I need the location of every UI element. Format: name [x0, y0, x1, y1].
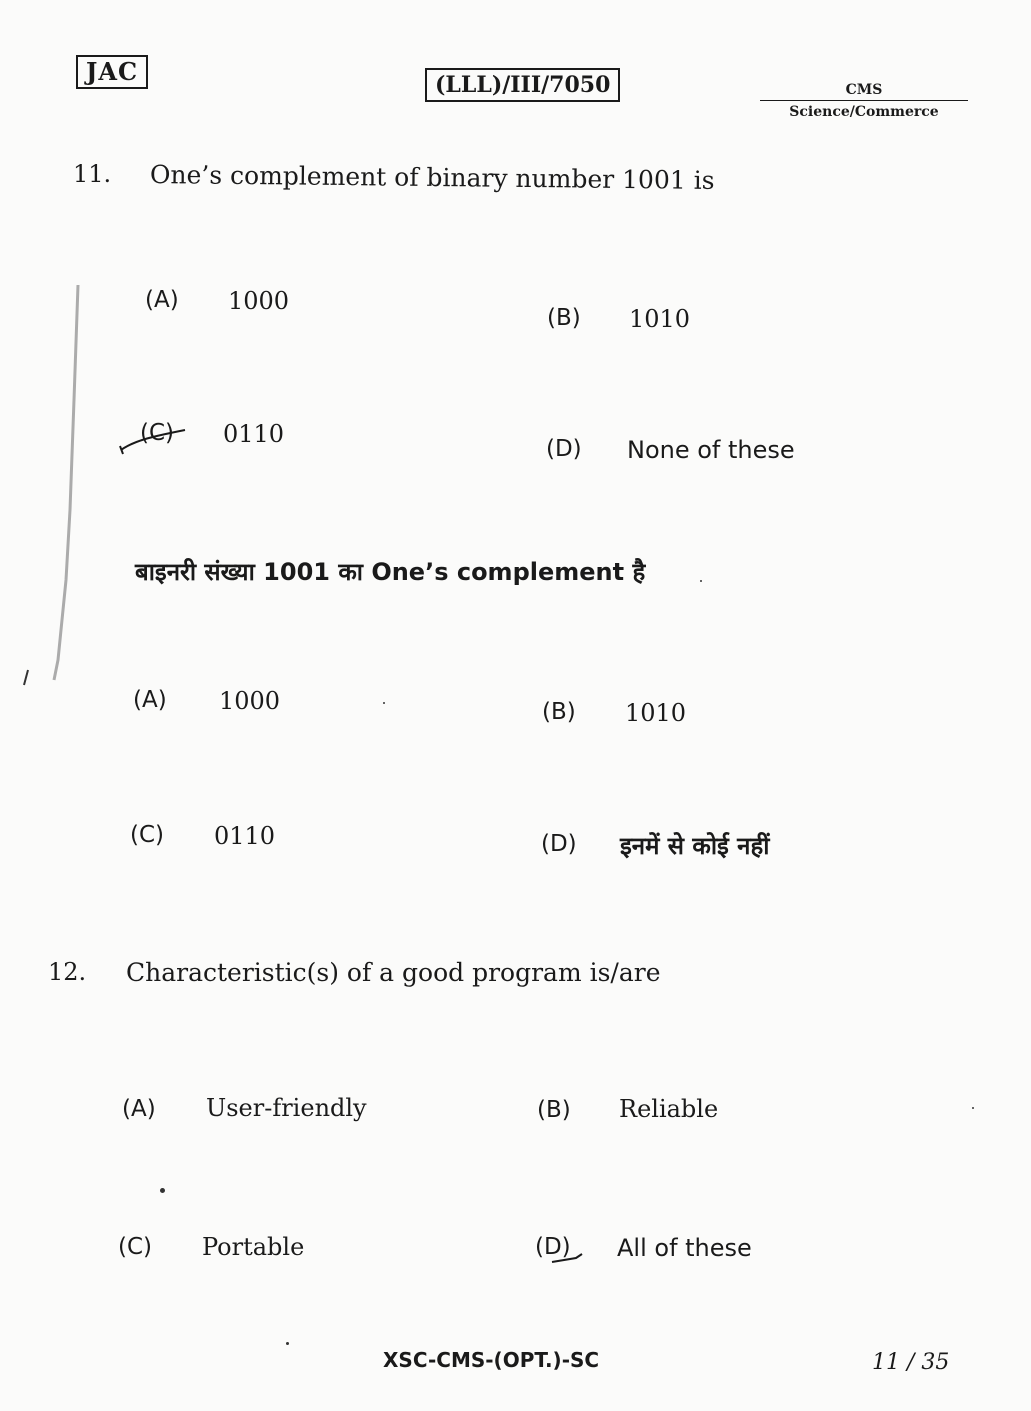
q11-hi-option-a-letter: (A) — [133, 687, 167, 713]
footer-paper-code: XSC-CMS-(OPT.)-SC — [383, 1348, 600, 1372]
scan-speck — [286, 1342, 289, 1345]
q11-hi-option-b-letter: (B) — [542, 699, 576, 725]
question-12-text-en: Characteristic(s) of a good program is/are — [126, 958, 661, 987]
q11-hi-option-d-text: इनमें से कोई नहीं — [620, 832, 770, 860]
question-11-number: 11. — [73, 160, 112, 188]
board-label: JAC — [76, 55, 148, 89]
q11-en-option-b-text: 1010 — [629, 305, 691, 333]
page-number: 11 / 35 — [872, 1350, 950, 1375]
answer-tick-icon — [548, 1236, 588, 1272]
scan-speck — [972, 1107, 974, 1109]
q11-en-option-a-letter: (A) — [145, 287, 179, 313]
question-11-text-hi: बाइनरी संख्या 1001 का One’s complement है — [135, 558, 646, 586]
q11-en-option-c-letter: (C) — [140, 420, 175, 446]
scan-speck — [383, 702, 385, 704]
q12-option-b-letter: (B) — [537, 1097, 571, 1123]
q11-en-option-b-letter: (B) — [547, 305, 581, 331]
q11-en-option-d-letter: (D) — [546, 436, 582, 462]
stream-label: Science/Commerce — [789, 104, 939, 120]
q12-option-a-text: User-friendly — [206, 1094, 367, 1122]
q11-hi-option-d-letter: (D) — [541, 831, 577, 857]
q12-option-d-text: All of these — [617, 1234, 752, 1262]
answer-mark-icon — [115, 418, 190, 458]
q11-hi-option-c-letter: (C) — [130, 822, 165, 848]
q11-hi-option-c-text: 0110 — [214, 822, 276, 850]
q12-option-c-letter: (C) — [118, 1234, 153, 1260]
question-11-text-en: One’s complement of binary number 1001 is — [149, 160, 715, 195]
scan-speck — [700, 580, 702, 582]
scan-speck — [160, 1188, 165, 1193]
question-12-number: 12. — [48, 958, 87, 986]
q12-option-b-text: Reliable — [619, 1095, 719, 1123]
q11-en-option-a-text: 1000 — [228, 287, 290, 315]
q11-en-option-c-text: 0110 — [223, 420, 285, 448]
q12-option-d-letter: (D) — [535, 1234, 571, 1260]
scan-margin-mark — [18, 280, 88, 700]
paper-code: (LLL)/III/7050 — [425, 68, 620, 102]
subject-code: CMS — [760, 80, 968, 101]
q11-hi-option-b-text: 1010 — [625, 699, 687, 727]
q12-option-a-letter: (A) — [122, 1096, 156, 1122]
q11-en-option-d-text: None of these — [627, 436, 795, 464]
q11-hi-option-a-text: 1000 — [219, 687, 281, 715]
q12-option-c-text: Portable — [202, 1233, 305, 1261]
